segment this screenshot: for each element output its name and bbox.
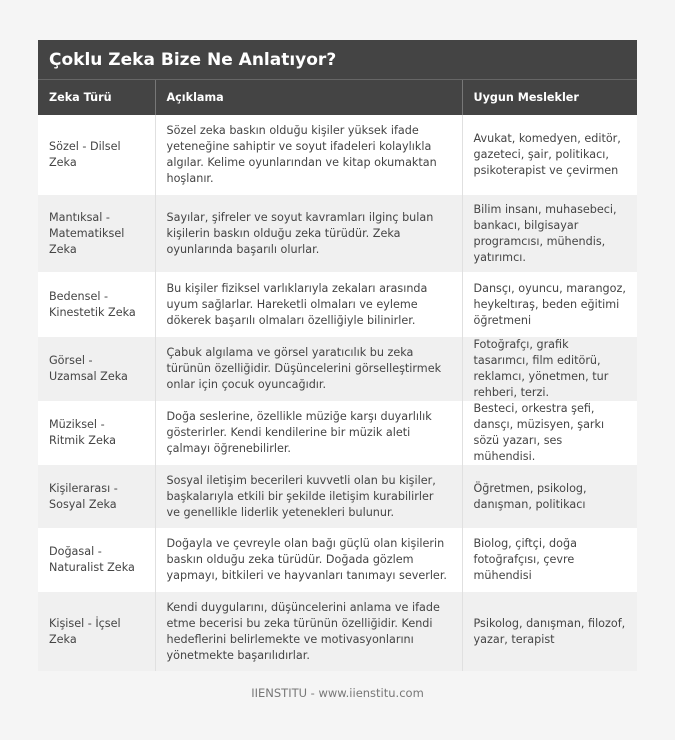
intelligence-table-card xyxy=(38,40,637,671)
cell-type: Kişilerarası - Sosyal Zeka xyxy=(38,465,155,528)
cell-description: Doğa seslerine, özellikle müziğe karşı duyarlılık gösterirler. Kendi kendilerine bir müzik aleti çalmayı öğrenebilirler. xyxy=(155,401,462,465)
cell-description: Sosyal iletişim becerileri kuvvetli olan bu kişiler, başkalarıyla etkili bir şekilde iletişim kurabilirler ve genellikle liderlik yetenekleri bulunur. xyxy=(155,465,462,528)
cell-description: Sayılar, şifreler ve soyut kavramları ilginç bulan kişilerin baskın olduğu zeka türüdür. Zeka oyunlarında başarılı olurlar. xyxy=(155,195,462,272)
table-title: Çoklu Zeka Bize Ne Anlatıyor? xyxy=(38,40,637,80)
table-row xyxy=(38,115,637,195)
cell-description: Sözel zeka baskın olduğu kişiler yüksek ifade yeteneğine sahiptir ve soyut ifadeleri kolaylıkla algılar. Kelime oyunlarından ve kitap okumaktan hoşlanır. xyxy=(155,115,462,195)
footer-credit: IIENSTITU - www.iienstitu.com xyxy=(251,686,424,700)
intelligence-table xyxy=(38,80,637,671)
cell-jobs: Besteci, orkestra şefi, dansçı, müzisyen, şarkı sözü yazarı, ses mühendisi. xyxy=(462,401,637,465)
table-row xyxy=(38,337,637,401)
table-row xyxy=(38,195,637,272)
header-description: Açıklama xyxy=(155,80,462,115)
cell-jobs: Biolog, çiftçi, doğa fotoğrafçısı, çevre mühendisi xyxy=(462,528,637,592)
header-row xyxy=(38,80,637,115)
header-jobs: Uygun Meslekler xyxy=(462,80,637,115)
cell-jobs: Fotoğrafçı, grafik tasarımcı, film editörü, reklamcı, yönetmen, tur rehberi, terzi. xyxy=(462,337,637,401)
cell-type: Sözel - Dilsel Zeka xyxy=(38,115,155,195)
header-type: Zeka Türü xyxy=(38,80,155,115)
cell-jobs: Öğretmen, psikolog, danışman, politikacı xyxy=(462,465,637,528)
table-row xyxy=(38,592,637,671)
table-row xyxy=(38,401,637,465)
cell-type: Bedensel - Kinestetik Zeka xyxy=(38,272,155,337)
table-row xyxy=(38,528,637,592)
cell-type: Mantıksal - Matematiksel Zeka xyxy=(38,195,155,272)
cell-type: Doğasal - Naturalist Zeka xyxy=(38,528,155,592)
table-row xyxy=(38,272,637,337)
cell-type: Müziksel - Ritmik Zeka xyxy=(38,401,155,465)
cell-jobs: Psikolog, danışman, filozof, yazar, terapist xyxy=(462,592,637,671)
cell-jobs: Avukat, komedyen, editör, gazeteci, şair, politikacı, psikoterapist ve çevirmen xyxy=(462,115,637,195)
cell-description: Bu kişiler fiziksel varlıklarıyla zekaları arasında uyum sağlarlar. Hareketli olmaları ve eyleme dökerek başarılı olmaları özelliğiyle bilinirler. xyxy=(155,272,462,337)
cell-type: Kişisel - İçsel Zeka xyxy=(38,592,155,671)
cell-jobs: Bilim insanı, muhasebeci, bankacı, bilgisayar programcısı, mühendis, yatırımcı. xyxy=(462,195,637,272)
cell-description: Çabuk algılama ve görsel yaratıcılık bu zeka türünün özelliğidir. Düşüncelerini görselleştirmek onlar için çocuk oyuncağıdır. xyxy=(155,337,462,401)
cell-description: Doğayla ve çevreyle olan bağı güçlü olan kişilerin baskın olduğu zeka türüdür. Doğada gözlem yapmayı, bitkileri ve hayvanları tanımayı severler. xyxy=(155,528,462,592)
cell-jobs: Dansçı, oyuncu, marangoz, heykeltıraş, beden eğitimi öğretmeni xyxy=(462,272,637,337)
cell-type: Görsel - Uzamsal Zeka xyxy=(38,337,155,401)
table-row xyxy=(38,465,637,528)
cell-description: Kendi duygularını, düşüncelerini anlama ve ifade etme becerisi bu zeka türünün özelliğidir. Kendi hedeflerini belirlemekte ve motivasyonlarını yönetmekte başarılıdırlar. xyxy=(155,592,462,671)
